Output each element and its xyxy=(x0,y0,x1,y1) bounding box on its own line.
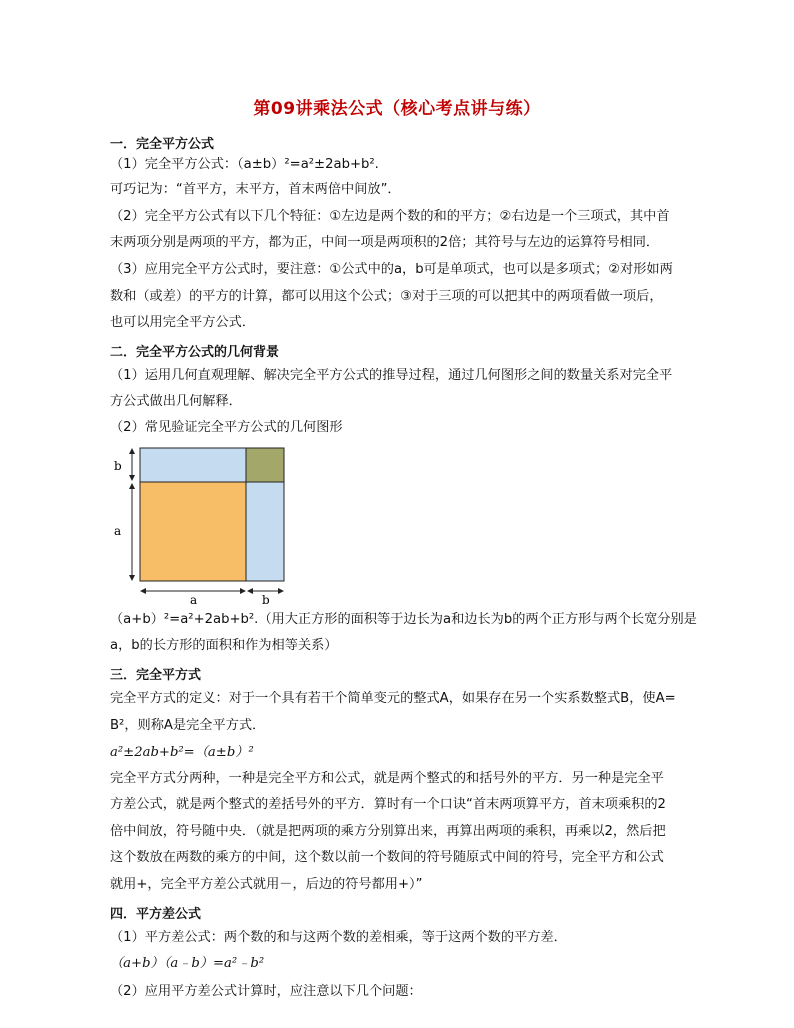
square-geometry-figure xyxy=(108,445,298,605)
s3-paragraph-1b: B²，则称A是完全平方式． xyxy=(110,718,266,733)
s3-paragraph-3d: 这个数放在两数的乘方的中间，这个数以前一个数间的符号随原式中间的符号，完全平方和公式 xyxy=(110,850,664,865)
s3-paragraph-1a: 完全平方式的定义：对于一个具有若干个简单变元的整式A，如果存在另一个实系数整式B，使A= xyxy=(110,691,676,706)
s3-paragraph-3b: 方差公式，就是两个整式的差括号外的平方．算时有一个口诀“首末两项算平方，首末项乘积的2 xyxy=(110,797,666,812)
s3-formula: a²±2ab+b²=（a±b）² xyxy=(110,745,254,760)
label-b-bottom: b xyxy=(262,593,270,605)
section-heading-3: 三．完全平方式 xyxy=(110,668,202,683)
s1-paragraph-3b: 末两项分别是两项的平方，都为正，中间一项是两项积的2倍；其符号与左边的运算符号相同． xyxy=(110,235,660,250)
s4-paragraph-1: （1）平方差公式：两个数的和与这两个数的差相乘，等于这两个数的平方差． xyxy=(110,930,567,945)
s2-paragraph-1b: 方公式做出几何解释． xyxy=(110,394,242,409)
s1-paragraph-4b: 数和（或差）的平方的计算，都可以用这个公式；③对于三项的可以把其中的两项看做一项后， xyxy=(110,289,663,304)
section-heading-1: 一．完全平方公式 xyxy=(110,137,215,152)
s1-paragraph-2: 可巧记为：“首平方，末平方，首末两倍中间放”． xyxy=(110,182,401,197)
large-square-a xyxy=(140,482,246,581)
s2-paragraph-3b: a，b的长方形的面积和作为相等关系） xyxy=(110,638,338,653)
small-square-b xyxy=(246,448,284,482)
s4-formula: （a+b）（a﹣b）=a²﹣b² xyxy=(110,956,265,971)
label-b-left: b xyxy=(114,459,122,473)
s2-paragraph-1a: （1）运用几何直观理解、解决完全平方公式的推导过程，通过几何图形之间的数量关系对完全平 xyxy=(110,368,673,383)
right-rectangle-ab xyxy=(246,482,284,581)
section-heading-4: 四．平方差公式 xyxy=(110,907,202,922)
s3-paragraph-3c: 倍中间放，符号随中央．（就是把两项的乘方分别算出来，再算出两项的乘积，再乘以2，然后把 xyxy=(110,824,666,839)
page-title: 第09讲乘法公式（核心考点讲与练） xyxy=(253,99,541,119)
s3-paragraph-3a: 完全平方式分两种，一种是完全平方和公式，就是两个整式的和括号外的平方．另一种是完全平 xyxy=(110,771,664,786)
s1-paragraph-4a: （3）应用完全平方公式时，要注意：①公式中的a，b可是单项式，也可以是多项式；②对形如两 xyxy=(110,262,673,277)
label-a-bottom: a xyxy=(190,593,198,605)
section-heading-2: 二．完全平方公式的几何背景 xyxy=(110,345,280,360)
s2-paragraph-3a: （a+b）²=a²+2ab+b².（用大正方形的面积等于边长为a和边长为b的两个正方形与两个长宽分别是 xyxy=(110,612,697,627)
s1-paragraph-3a: （2）完全平方公式有以下几个特征：①左边是两个数的和的平方；②右边是一个三项式，其中首 xyxy=(110,209,670,224)
s1-paragraph-1: （1）完全平方公式：（a±b）²=a²±2ab+b². xyxy=(110,157,379,172)
s3-paragraph-3e: 就用+，完全平方差公式就用－，后边的符号都用+）” xyxy=(110,877,423,892)
s4-paragraph-3: （2）应用平方差公式计算时，应注意以下几个问题： xyxy=(110,984,422,999)
s2-paragraph-2: （2）常见验证完全平方公式的几何图形 xyxy=(110,420,343,435)
label-a-left: a xyxy=(114,524,122,538)
top-rectangle-ab xyxy=(140,448,246,482)
s1-paragraph-4c: 也可以用完全平方公式． xyxy=(110,315,256,330)
